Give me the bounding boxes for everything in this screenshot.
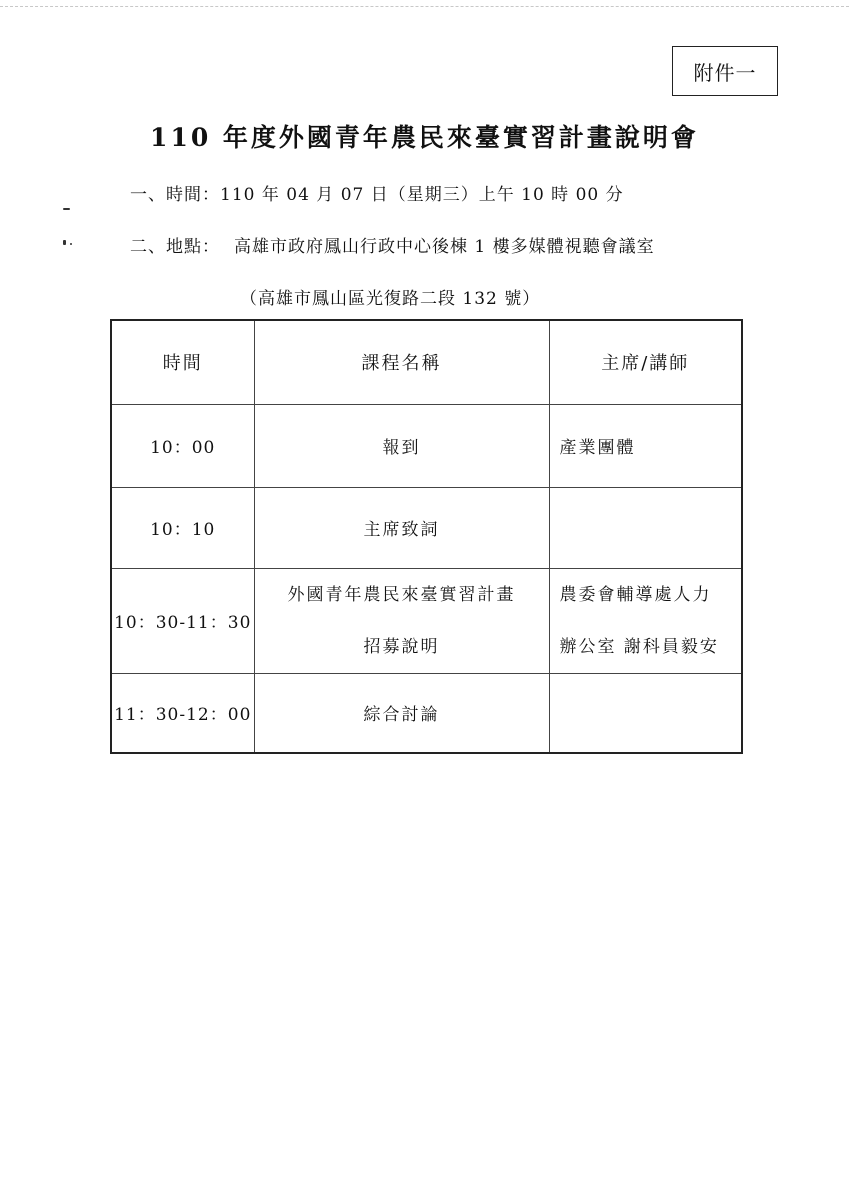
info-location — [130, 232, 655, 257]
row-course-line: 外國青年農民來臺實習計畫 — [287, 584, 516, 605]
header-course: 課程名稱 — [254, 320, 549, 404]
row-course-line: 招募說明 — [363, 636, 440, 657]
info-time: 一、時間：110 年 04 月 07 日（星期三）上午 10 時 00 分 — [130, 185, 624, 205]
schedule-table — [110, 319, 743, 754]
table-row — [111, 568, 742, 673]
row-speaker-line: 農委會輔導處人力 — [559, 584, 712, 605]
row-speaker — [549, 487, 742, 568]
header-time: 時間 — [111, 320, 254, 404]
info-address-text: （高雄市鳳山區光復路二段 132 號） — [240, 289, 541, 309]
row-speaker-line: 產業團體 — [559, 438, 636, 458]
row-time: 10：30-11：30 — [111, 568, 254, 673]
info-location-value: 高雄市政府鳳山行政中心後棟 1 樓多媒體視聽會議室 — [234, 237, 655, 257]
row-course — [254, 404, 549, 487]
table-row — [111, 673, 742, 753]
row-course-line: 主席致詞 — [363, 520, 440, 540]
header-speaker: 主席/講師 — [549, 320, 742, 404]
row-course-line: 報到 — [382, 438, 421, 458]
info-location-label: 二、地點： — [130, 237, 220, 257]
row-speaker — [549, 568, 742, 673]
scan-speck — [63, 240, 66, 245]
row-course — [254, 673, 549, 753]
row-course — [254, 568, 549, 673]
row-course — [254, 487, 549, 568]
row-speaker — [549, 404, 742, 487]
row-time: 10：10 — [111, 487, 254, 568]
page-top-rule — [0, 6, 849, 7]
table-row — [111, 404, 742, 487]
scan-speck — [63, 208, 70, 210]
table-row — [111, 487, 742, 568]
attachment-label: 附件一 — [672, 46, 778, 96]
table-header-row — [111, 320, 742, 404]
row-speaker — [549, 673, 742, 753]
info-address — [240, 284, 540, 309]
row-time: 11：30-12：00 — [111, 673, 254, 753]
document-title: 110 年度外國青年農民來臺實習計畫說明會 — [150, 123, 699, 152]
scan-speck — [70, 243, 72, 245]
row-course-line: 綜合討論 — [363, 705, 440, 726]
row-time: 10：00 — [111, 404, 254, 487]
row-speaker-line: 辦公室 謝科員毅安 — [559, 636, 719, 657]
